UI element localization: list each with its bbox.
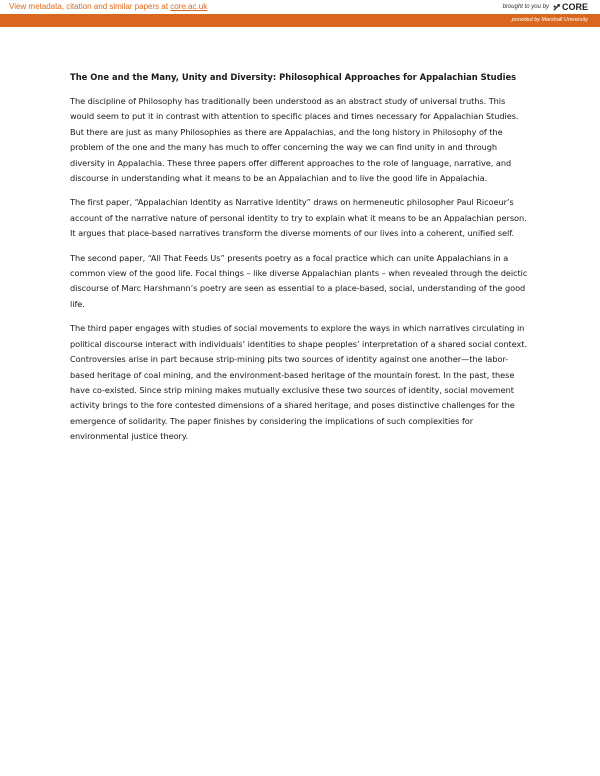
paragraph-third-paper: The third paper engages with studies of social movements to explore the ways in which narratives circulating in political discourse interact with individuals’ identities to shape peoples’ interpretation of a shared social context. Controversies arise in part because strip-mining pits two sources of identity against one another—the labor-based heritage of coal mining, and the environment-based heritage of the mountain forest. In the past, these have co-existed. Since strip mining makes mutually exclusive these two sources of identity, social movement activity brings to the fore contested dimensions of a shared heritage, and poses distinctive challenges for the emergence of solidarity. The paper finishes by considering the implications of such complexities for environmental justice theory.: [70, 323, 527, 442]
metadata-notice: [9, 2, 207, 11]
paragraph-intro: The discipline of Philosophy has traditionally been understood as an abstract study of universal truths. This would seem to put it in contrast with attention to specific places and times necessary for Appalachian Studies. But there are just as many Philosophies as there are Appalachias, and the long history in Philosophy of the problem of the one and the many has much to offer concerning the way we can find unity in and through diversity in Appalachia. These three papers offer different approaches to the role of language, narrative, and discourse in understanding what it means to be an Appalachian and to live the good life in Appalachia.: [70, 96, 519, 184]
core-branding: [503, 2, 588, 12]
core-logo-icon: [552, 3, 561, 12]
document-body: [70, 72, 530, 454]
paragraph-first-paper: The first paper, “Appalachian Identity as Narrative Identity” draws on hermeneutic philosopher Paul Ricoeur’s account of the narrative nature of personal identity to try to explain what it means to be an Appalachian person. It argues that place-based narratives transform the diverse moments of our lives into a coherent, unified self.: [70, 197, 527, 239]
provided-by-text: provided by Marshall University: [511, 17, 588, 23]
core-header-bar: [0, 0, 600, 14]
core-logo-text: CORE: [561, 2, 588, 12]
metadata-link-prefix: View metadata, citation and similar papers at: [9, 2, 171, 11]
document-title: The One and the Many, Unity and Diversity: Philosophical Approaches for Appalachian Studies: [70, 72, 517, 82]
paragraph-second-paper: The second paper, “All That Feeds Us” presents poetry as a focal practice which can unite Appalachians in a common view of the good life. Focal things – like diverse Appalachian plants – when revealed through the deictic discourse of Marc Harshmann’s poetry are seen as essential to a place-based, social, understanding of the good life.: [70, 252, 528, 309]
provided-by-strip: [0, 14, 600, 27]
core-logo[interactable]: [552, 2, 588, 12]
core-ac-uk-link[interactable]: core.ac.uk: [170, 2, 208, 11]
brought-to-you-by-text: brought to you by: [502, 4, 549, 10]
